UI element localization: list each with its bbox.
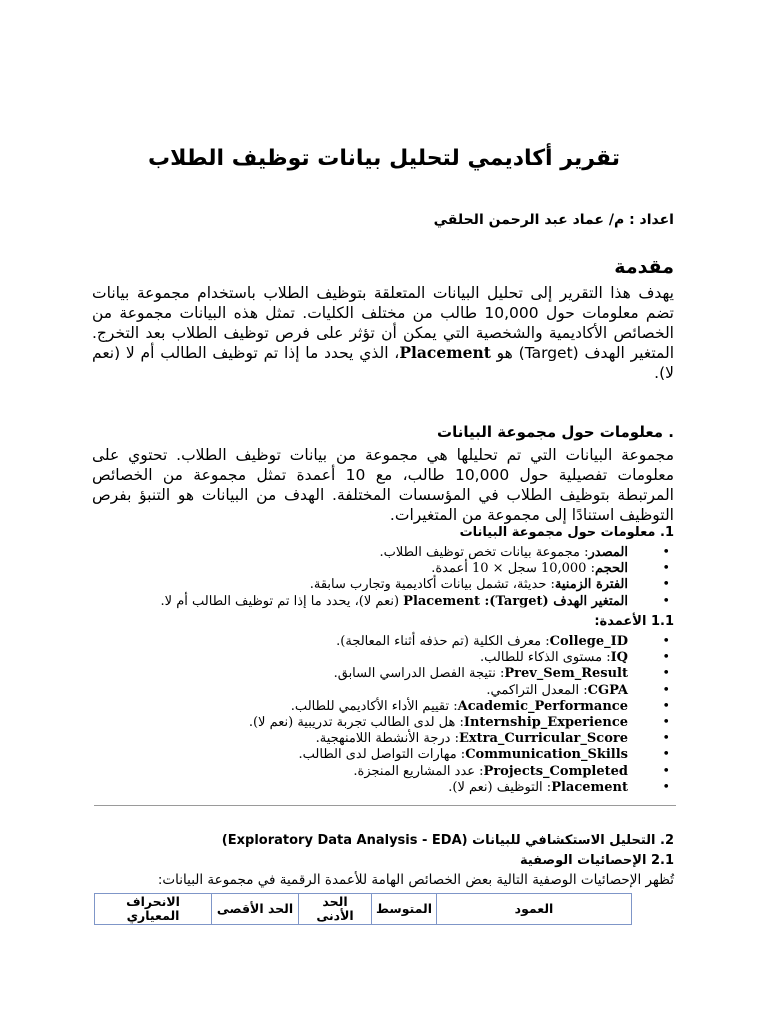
section1-heading: 1. معلومات حول مجموعة البيانات [459,525,674,540]
table-header-cell: الحد الأقصى [212,894,299,925]
intro-target-name: Placement [399,343,491,362]
eda-paragraph: تُظهر الإحصائيات الوصفية التالية بعض الخصائص الهامة للأعمدة الرقمية في مجموعة البيانات: [157,872,674,888]
list-item: • Prev_Sem_Result: نتيجة الفصل الدراسي السابق. [249,666,674,682]
list-item: • الفترة الزمنية: حديثة، تشمل بيانات أكاديمية وتجارب سابقة. [161,577,674,593]
list-item: • Extra_Curricular_Score: درجة الأنشطة اللامنهجية. [249,731,674,747]
list-item: • المصدر: مجموعة بيانات تخص توظيف الطلاب. [161,545,674,561]
intro-heading: مقدمة [614,256,674,278]
list-item: • IQ: مستوى الذكاء للطالب. [249,650,674,666]
horizontal-divider [94,805,676,806]
author-line: اعداد : م/ عماد عبد الرحمن الحلقي [433,212,674,228]
report-title: تقرير أكاديمي لتحليل بيانات توظيف الطلاب [147,146,620,171]
table-header-cell: المتوسط [372,894,437,925]
columns-list [249,634,674,796]
list-item: • Internship_Experience: هل لدى الطالب تجربة تدريبية (نعم لا). [249,715,674,731]
list-item: • College_ID: معرف الكلية (تم حذفه أثناء المعالجة). [249,634,674,650]
list-item: • Academic_Performance: تقييم الأداء الأكاديمي للطالب. [249,699,674,715]
section1-list [161,545,674,610]
dataset-paragraph: مجموعة البيانات التي تم تحليلها هي مجموعة من بيانات توظيف الطلاب. تحتوي على معلومات تفصيلية حول 10,000 طالب، مع 10 أعمدة تمثل مجموعة من الخصائص المرتبطة بتوظيف الطلاب في المؤسسات المختلفة. الهدف من البيانات هو التنبؤ بفرص التوظيف استنادًا إلى مجموعة من المتغيرات. [92,446,675,524]
eda-subheading: 2.1 الإحصائيات الوصفية [519,853,674,868]
list-item: • المتغير الهدف (Target): Placement (نعم لا)، يحدد ما إذا تم توظيف الطالب أم لا. [161,594,674,610]
list-item: • Placement: التوظيف (نعم لا). [249,780,674,796]
list-item: • CGPA: المعدل التراكمي. [249,683,674,699]
list-item: • الحجم: 10,000 سجل × 10 أعمدة. [161,561,674,577]
stats-table [94,893,632,925]
eda-heading: 2. التحليل الاستكشافي للبيانات (Exploratory Data Analysis - EDA) [221,833,674,848]
section11-heading: 1.1 الأعمدة: [594,614,674,629]
table-header-cell: الانحراف المعياري [95,894,212,925]
table-header-cell: العمود [437,894,632,925]
dataset-heading: . معلومات حول مجموعة البيانات [437,423,674,441]
intro-text-a: يهدف هذا التقرير إلى تحليل البيانات المتعلقة بتوظيف الطلاب باستخدام مجموعة بيانات تضم معلومات حول 10,000 طالب من مختلف الكليات. تمثل هذه البيانات مجموعة من الخصائص الأكاديمية والشخصية التي يمكن أن تؤثر على فرص توظيف الطلاب بعد التخرج. المتغير الهدف (Target) هو [92,284,674,362]
list-item: • Projects_Completed: عدد المشاريع المنجزة. [249,764,674,780]
intro-text-b: ، الذي يحدد ما إذا تم توظيف الطالب أم لا (نعم لا). [92,344,674,382]
intro-paragraph [92,283,674,383]
table-header-cell: الحد الأدنى [299,894,372,925]
table-header-row [95,894,632,925]
list-item: • Communication_Skills: مهارات التواصل لدى الطالب. [249,747,674,763]
